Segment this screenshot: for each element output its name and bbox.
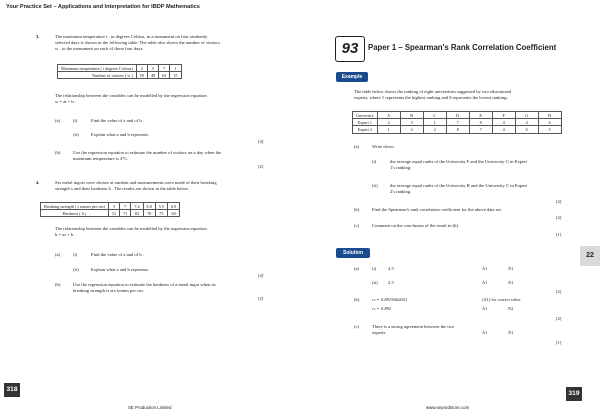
table-row: Expert 2 1 2 2 8 7 4 6 5 xyxy=(353,126,562,133)
q4-part-ai-text: Find the value of a and of b . xyxy=(91,252,144,257)
solution-tag: Solution xyxy=(336,248,370,258)
solution-b-line1-mark: (A1) for correct value xyxy=(482,297,521,302)
q3-part-a-marks: [4] xyxy=(258,139,264,144)
q4-part-b-text: Use the regression equation to estimate the hardness of a metal ingot when its breaking strength is six tonnes per cm. xyxy=(73,282,216,293)
question-3-model: The relationship between the variables can be modelled by the regression equation w = at + b . xyxy=(55,93,207,104)
question-4-number: 4. xyxy=(36,180,40,185)
solution-b-line1: rₛ = 0.8915662651 xyxy=(372,297,408,302)
page-number-left: 318 xyxy=(4,383,20,397)
example-part-c-text: Comment on the conclusion of the result in (b). xyxy=(372,223,460,228)
solution-a-label: (a) xyxy=(354,266,360,271)
solution-b-line2: rₛ = 0.892 xyxy=(372,306,392,311)
q3-part-aii-text: Explain what a and b represent. xyxy=(91,132,149,137)
q3-part-ai-label: (i) xyxy=(73,118,78,123)
example-part-ai-text: the average equal ranks of the University F and the University G in Expert 1's ranking; xyxy=(390,159,527,170)
footer-publisher: SE Production Limited xyxy=(128,405,172,410)
example-part-b-label: (b) xyxy=(354,207,360,212)
example-part-a-marks: [2] xyxy=(556,199,562,204)
q3-part-ai-text: Find the value of a and of b . xyxy=(91,118,144,123)
q3-part-b-text: Use the regression equation to estimate the number of visitors on a day when the maximum temperature is 4°C. xyxy=(73,150,222,161)
solution-c-text: There is a strong agreement between the two experts. xyxy=(372,324,455,335)
example-part-a-text: Write down xyxy=(372,144,394,149)
table-row: Maximum temperature ( t degrees Celsius) 2 5 7 1 xyxy=(58,65,182,72)
table-row: Hardness ( h ) 51 71 83 70 75 60 xyxy=(41,210,180,217)
question-3-intro: The maximum temperature t , in degrees Celsius, in a monument on four randomly selected days is shown in the following table. The table also shows the number of visitors, w , to the monument on each of those four days. xyxy=(55,34,221,51)
solution-c-marks: [1] xyxy=(556,340,562,345)
q3-part-b-marks: [2] xyxy=(258,164,264,169)
example-part-c-label: (c) xyxy=(354,223,360,228)
solution-b-label: (b) xyxy=(354,297,360,302)
strength-hardness-table xyxy=(40,202,180,217)
example-part-a-label: (a) xyxy=(354,144,360,149)
table-header-row: University A B C D E F G H xyxy=(353,112,562,119)
chapter-number-box: 93 xyxy=(335,36,365,62)
table-row: Expert 1 2 3 1 7 8 4 4 6 xyxy=(353,119,562,126)
chapter-side-tab: 22 xyxy=(580,246,600,266)
q4-part-aii-text: Explain what a and b represent. xyxy=(91,267,149,272)
solution-ai-label: (i) xyxy=(372,266,377,271)
solution-b-marks: [2] xyxy=(556,316,562,321)
solution-aii-n: N1 xyxy=(508,280,514,285)
question-4-model: The relationship between the variables can be modelled by the regression equation h = as + b . xyxy=(55,226,207,237)
question-3-number: 3. xyxy=(36,34,40,39)
q3-part-aii-label: (ii) xyxy=(73,132,79,137)
solution-aii-label: (ii) xyxy=(372,280,378,285)
university-ranking-table xyxy=(352,111,562,134)
table-row: Number of visitors ( w ) 50 48 63 15 xyxy=(58,72,182,79)
q4-part-a-label: (a) xyxy=(55,252,61,257)
solution-a-marks: [2] xyxy=(556,289,562,294)
example-part-aii-label: (ii) xyxy=(372,183,378,188)
solution-ai-n: N1 xyxy=(508,266,514,271)
q4-part-aii-label: (ii) xyxy=(73,267,79,272)
q4-part-b-label: (b) xyxy=(55,282,61,287)
q4-part-ai-label: (i) xyxy=(73,252,78,257)
q4-part-b-marks: [2] xyxy=(258,296,264,301)
solution-c-mark: A1 xyxy=(482,330,488,335)
example-part-b-text: Find the Spearman's rank correlation coefficient for the above data set. xyxy=(372,207,502,212)
example-tag: Example xyxy=(336,72,368,82)
solution-b-line2-n: N2 xyxy=(508,306,514,311)
q4-part-a-marks: [4] xyxy=(258,273,264,278)
footer-website: www.seprodstore.com xyxy=(426,405,470,410)
question-4-intro: Six metal ingots were chosen at random and measurements were made of their breaking strength s and their hardness h . The results are shown in the table below. xyxy=(55,180,217,191)
solution-ai-value: 4.5 xyxy=(388,266,394,271)
page-number-right: 319 xyxy=(566,387,582,401)
running-header: Your Practice Set – Applications and Interpretation for IBDP Mathematics xyxy=(6,4,200,10)
solution-aii-value: 2.5 xyxy=(388,280,394,285)
example-part-ai-label: (i) xyxy=(372,159,377,164)
solution-aii-mark: A1 xyxy=(482,280,488,285)
solution-ai-mark: A1 xyxy=(482,266,488,271)
chapter-title: Paper 1 – Spearman's Rank Correlation Coefficient xyxy=(368,43,557,52)
solution-c-label: (c) xyxy=(354,324,360,329)
q3-part-a-label: (a) xyxy=(55,118,61,123)
example-part-b-marks: [2] xyxy=(556,215,562,220)
example-intro: The table below shows the ranking of eight universities suggested by two educational experts, where 1 represents the highest ranking and 8 represents the lowest ranking: xyxy=(354,89,512,100)
q3-part-b-label: (b) xyxy=(55,150,61,155)
example-part-aii-text: the average equal ranks of the University B and the University C in Expert 2's ranking. xyxy=(390,183,528,194)
temperature-visitors-table xyxy=(57,64,182,79)
table-row: Breaking strength ( s tonnes per cm) 5 7 7.4 6.8 5.5 6.9 xyxy=(41,203,180,210)
example-part-c-marks: [1] xyxy=(556,232,562,237)
solution-c-n: N1 xyxy=(508,330,514,335)
solution-b-line2-mark: A1 xyxy=(482,306,488,311)
